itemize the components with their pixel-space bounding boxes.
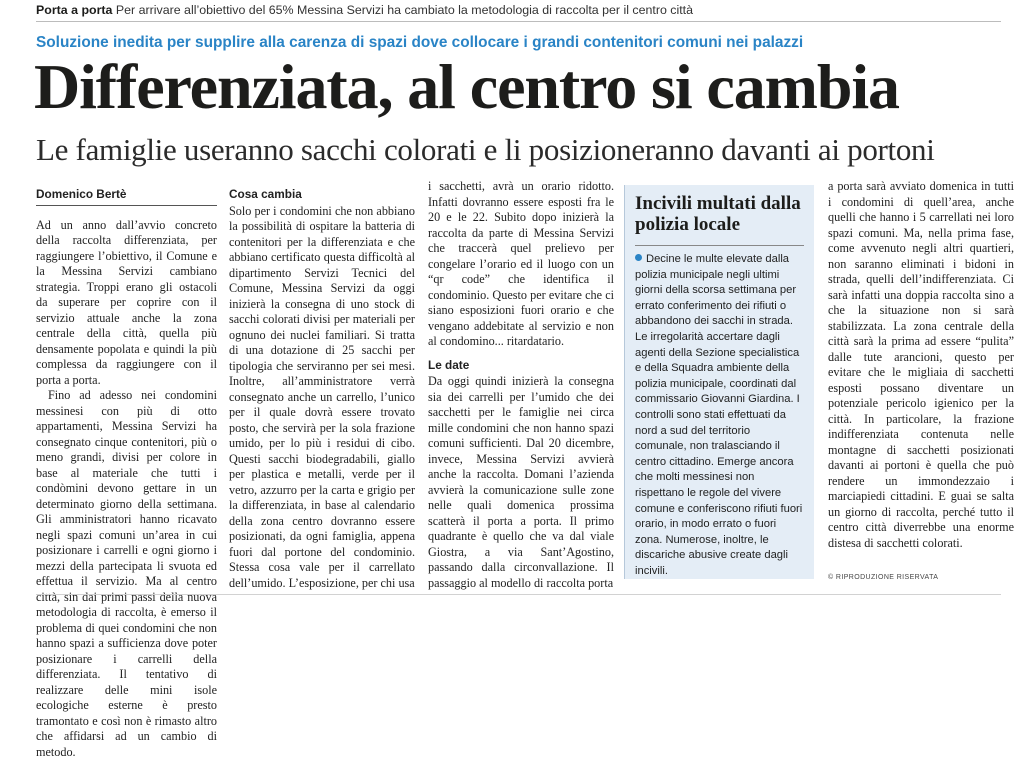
box-divider xyxy=(635,245,804,246)
paragraph-4: Da oggi quindi inizierà la consegna sia dei carrelli per l’umido che dei sacchetti per le famiglie nei circa mille condomini che non hanno spazi comuni sufficienti. Dal 20 dicembre, invece, Messina Servizi avvierà anche la raccolta. Domani l’azienda avvierà la comunicazione sulle zone nelle quali domenica prossima scatterà il porta a porta. Il primo quadrante è quello che va dal viale Giostra, a via Sant’Agostino, passando dalla circonvallazione. Il passaggio al modello di raccolta porta xyxy=(428,374,614,590)
topline-text: Per arrivare all’obiettivo del 65% Messina Servizi ha cambiato la metodologia di raccolta per il centro città xyxy=(115,3,694,17)
paragraph-3-cont: i sacchetti, avrà un orario ridotto. Infatti dovranno essere esposti fra le 20 e le 22. Subito dopo inizierà la raccolta da parte di Messina Servizi che traccerà quel prelievo per congelare l’orario ed il luogo con un “qr code” che identifica il condominio. Questo per evitare che ci siano esposizioni fuori orario e che vengano addebitate al servizio e non al condomino... ritardatario. xyxy=(428,179,614,348)
subtitle-cosa-cambia: Cosa cambia xyxy=(229,187,302,201)
article-column-4 xyxy=(828,179,1014,571)
article-column-2 xyxy=(229,179,415,592)
sidebar-box xyxy=(624,185,814,579)
subtitle-le-date: Le date xyxy=(428,357,470,372)
paragraph-1: Ad un anno dall’avvio concreto della raccolta differenziata, per raggiungere l’obiettivo, il Comune e la Messina Servizi cambiano strategia. Troppi erano gli ostacoli da superare per coprire con il servizio attuale anche la zona centrale della città, quella più densamente popolata e quindi la più complessa da raggiungere con il porta a porta. xyxy=(36,217,217,387)
headline: Differenziata, al centro si cambia xyxy=(34,51,899,122)
byline: Domenico Bertè xyxy=(36,187,217,206)
top-divider xyxy=(36,21,1001,22)
bottom-divider xyxy=(36,594,1001,595)
box-text-block xyxy=(635,252,804,579)
subhead: Le famiglie useranno sacchi colorati e li posizioneranno davanti ai portoni xyxy=(36,132,935,167)
box-title: Incivili multati dalla polizia locale xyxy=(635,193,801,235)
kicker: Soluzione inedita per supplire alla carenza di spazi dove collocare i grandi contenitori comuni nei palazzi xyxy=(36,34,804,51)
bullet-dot-icon xyxy=(635,254,642,261)
copyright-notice: © RIPRODUZIONE RISERVATA xyxy=(828,574,939,581)
article-column-3 xyxy=(428,179,614,592)
article-column-1 xyxy=(36,187,217,759)
paragraph-3: Solo per i condomini che non abbiano la possibilità di ospitare la batteria di contenitori per la differenziata e che abbiano certificato questa difficoltà al dipartimento Servizi Tecnici del Comune, Messina Servizi da oggi inizierà la consegna di uno stock di sacchi colorati divisi per materiali per ognuno dei nuclei familiari. Si tratta di una dotazione di 25 sacchi per tipologia che serviranno per sei mesi. Inoltre, all’amministratore verrà consegnato anche un carrello, l’unico per il quale dovrà essere trovato posto, che servirà per la sola frazione umido, per lo più i residui di cibo. Questi sacchi biodegradabili, giallo per plastica e metalli, verde per il vetro, azzurro per la carta e grigio per la differenziata, in base al calendario della zona centro dovranno essere posizionati, da ogni famiglia, appena fuori dal portone del condominio. Stessa cosa vale per il carrellato dell’umido. L’esposizione, per chi usa xyxy=(229,203,415,590)
box-text: Decine le multe elevate dalla polizia municipale negli ultimi giorni della scorsa settimana per errato conferimento dei rifiuti o abbandono dei sacchi in strada. Le irregolarità accertare dagli agenti della Sezione specialistica e della Squadra ambiente della polizia municipale, coordinati dal commissario Giovanni Giardina. I controlli sono stati effettuati da nord a sud del territorio comunale, non tralasciando il centro cittadino. Emerge ancora che molti messinesi non rispettano le regole del vivere comune e conferiscono rifiuti fuori orario, in modo errato o fuori zona. Numerose, inoltre, le discariche abusive create dagli incivili. xyxy=(635,253,803,577)
paragraph-4-cont: a porta sarà avviato domenica in tutti i condomini di quell’area, anche quelli che hanno i 5 carrellati nei loro spazi comuni. Ma, nella prima fase, come avvenuto negli altri quartieri, non saranno eliminati i bidoni in strada, quelli dell’indifferenziata. Ci sarà infatti una doppia raccolta sino a che la situazione non si sarà stabilizzata. La zona centrale della città sarà la prima ad essere “pulita” dalle tute arancioni, questo per evitare che le migliaia di sacchetti esposti possano diventare un potenziale pericolo igienico per la città. In particolare, la frazione indifferenziata contenuta nelle montagne di sacchetti posizionati davanti ai portoni è quella che può rendere un immondezzaio i marciapiedi cittadini. E guai se salta un giorno di raccolta, perché tutto il centro città diverrebbe una enorme distesa di sacchetti colorati. xyxy=(828,179,1014,550)
paragraph-2: Fino ad adesso nei condomini messinesi con più di otto appartamenti, Messina Servizi ha consegnato cinque contenitori, più o meno grandi, divisi per colore in base al materiale che tutti i condòmini devono gettare in un determinato giorno della settimana. Gli amministratori hanno ricavato negli spazi comuni un’area in cui posizionare i carrelli e ogni giorno i mezzi della partecipata li svuota ed effettua il servizio. Ma al centro città, sin dai primi passi della nuova metodologia di raccolta, è emerso il problema di quei condomini che non hanno spazi a sufficienza dove poter posizionare i carrelli della differenziata. Il tentativo di realizzare delle mini isole ecologiche esterne è presto tramontato e così non è rimasto altro che affidarsi ad un cambio di metodo. xyxy=(36,388,217,759)
topline xyxy=(36,3,693,17)
topline-label: Porta a porta xyxy=(36,3,113,17)
